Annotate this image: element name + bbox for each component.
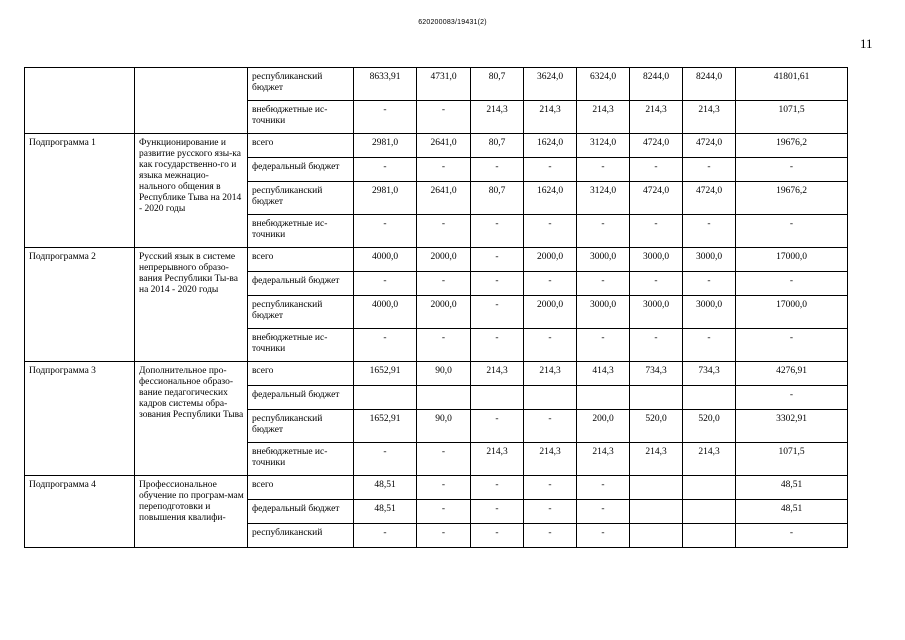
value-cell: 2000,0 (417, 296, 471, 329)
value-cell: 214,3 (524, 101, 577, 134)
value-cell: 4724,0 (630, 134, 683, 158)
value-cell: - (354, 524, 417, 548)
table-row (25, 476, 848, 500)
value-cell: 48,51 (354, 476, 417, 500)
funding-source-cell: республиканский бюджет (248, 68, 354, 101)
total-value-cell: - (736, 524, 848, 548)
value-cell: 2641,0 (417, 134, 471, 158)
total-value-cell: 1071,5 (736, 443, 848, 476)
subprogram-title-cell: Функционирование и развитие русского язы-ка как государственно-го и языка межнацио-нального общения в Республике Тыва на 2014 - 2020 годы (135, 134, 248, 248)
value-cell: 214,3 (630, 101, 683, 134)
value-cell: 1624,0 (524, 134, 577, 158)
value-cell: - (471, 272, 524, 296)
funding-source-cell: республиканский (248, 524, 354, 548)
value-cell: 6324,0 (577, 68, 630, 101)
value-cell: 3000,0 (577, 296, 630, 329)
value-cell: - (471, 329, 524, 362)
value-cell: 4724,0 (683, 182, 736, 215)
value-cell: - (630, 215, 683, 248)
value-cell: - (577, 272, 630, 296)
value-cell: - (354, 158, 417, 182)
value-cell: - (630, 329, 683, 362)
funding-source-cell: внебюджетные ис-точники (248, 101, 354, 134)
value-cell: - (471, 248, 524, 272)
value-cell: 3000,0 (577, 248, 630, 272)
value-cell: - (417, 500, 471, 524)
total-value-cell: 4276,91 (736, 362, 848, 386)
value-cell: - (471, 158, 524, 182)
value-cell: 3000,0 (683, 296, 736, 329)
budget-table (24, 67, 848, 548)
funding-source-cell: внебюджетные ис-точники (248, 215, 354, 248)
total-value-cell: - (736, 329, 848, 362)
value-cell (683, 524, 736, 548)
value-cell: - (524, 158, 577, 182)
value-cell: 8244,0 (630, 68, 683, 101)
value-cell: - (354, 272, 417, 296)
value-cell: - (577, 500, 630, 524)
value-cell (524, 386, 577, 410)
value-cell: 2981,0 (354, 134, 417, 158)
value-cell: 3124,0 (577, 182, 630, 215)
value-cell: 734,3 (630, 362, 683, 386)
value-cell (683, 386, 736, 410)
subprogram-title-cell (135, 68, 248, 134)
funding-source-cell: федеральный бюджет (248, 272, 354, 296)
value-cell: 90,0 (417, 362, 471, 386)
funding-source-cell: внебюджетные ис-точники (248, 329, 354, 362)
total-value-cell: 17000,0 (736, 296, 848, 329)
value-cell: - (354, 443, 417, 476)
value-cell: - (471, 215, 524, 248)
total-value-cell: 41801,61 (736, 68, 848, 101)
value-cell (630, 524, 683, 548)
value-cell: - (471, 410, 524, 443)
value-cell: 8633,91 (354, 68, 417, 101)
value-cell: - (417, 101, 471, 134)
value-cell: 1652,91 (354, 410, 417, 443)
value-cell: - (630, 272, 683, 296)
value-cell: 520,0 (683, 410, 736, 443)
value-cell: 80,7 (471, 182, 524, 215)
value-cell: 214,3 (577, 443, 630, 476)
value-cell: 214,3 (630, 443, 683, 476)
value-cell: 414,3 (577, 362, 630, 386)
subprogram-title-cell: Дополнительное про-фессиональное образо-вание педагогических кадров системы обра-зования Республики Тыва (135, 362, 248, 476)
value-cell (683, 476, 736, 500)
total-value-cell: 17000,0 (736, 248, 848, 272)
value-cell (471, 386, 524, 410)
value-cell: 1652,91 (354, 362, 417, 386)
value-cell: - (417, 272, 471, 296)
value-cell: 4000,0 (354, 248, 417, 272)
value-cell: - (577, 476, 630, 500)
value-cell: - (471, 476, 524, 500)
subprogram-title-cell: Русский язык в системе непрерывного образо-вания Республики Ты-ва на 2014 - 2020 годы (135, 248, 248, 362)
value-cell: 214,3 (577, 101, 630, 134)
value-cell: - (524, 329, 577, 362)
value-cell: - (417, 443, 471, 476)
value-cell: - (683, 329, 736, 362)
value-cell: 2000,0 (524, 296, 577, 329)
value-cell: 214,3 (471, 443, 524, 476)
value-cell: - (417, 476, 471, 500)
value-cell: - (417, 329, 471, 362)
total-value-cell: 48,51 (736, 476, 848, 500)
value-cell (354, 386, 417, 410)
funding-source-cell: всего (248, 134, 354, 158)
subprogram-name-cell: Подпрограмма 3 (25, 362, 135, 476)
value-cell: - (471, 524, 524, 548)
value-cell (630, 500, 683, 524)
value-cell: 48,51 (354, 500, 417, 524)
table-row (25, 248, 848, 272)
value-cell: 200,0 (577, 410, 630, 443)
value-cell: 4731,0 (417, 68, 471, 101)
value-cell: 734,3 (683, 362, 736, 386)
value-cell (683, 500, 736, 524)
value-cell: 3624,0 (524, 68, 577, 101)
funding-source-cell: республиканский бюджет (248, 296, 354, 329)
total-value-cell: 3302,91 (736, 410, 848, 443)
table-row (25, 134, 848, 158)
value-cell: - (524, 500, 577, 524)
value-cell: 90,0 (417, 410, 471, 443)
value-cell: 2981,0 (354, 182, 417, 215)
value-cell: 8244,0 (683, 68, 736, 101)
value-cell (577, 386, 630, 410)
value-cell: - (630, 158, 683, 182)
value-cell: 3000,0 (630, 248, 683, 272)
total-value-cell: - (736, 215, 848, 248)
total-value-cell: - (736, 272, 848, 296)
value-cell: - (417, 524, 471, 548)
table-row (25, 362, 848, 386)
funding-source-cell: федеральный бюджет (248, 500, 354, 524)
value-cell (630, 476, 683, 500)
value-cell: - (471, 296, 524, 329)
value-cell: 80,7 (471, 68, 524, 101)
budget-table-body (25, 68, 848, 548)
value-cell: 214,3 (524, 362, 577, 386)
total-value-cell: 19676,2 (736, 182, 848, 215)
funding-source-cell: республиканский бюджет (248, 410, 354, 443)
value-cell: 3124,0 (577, 134, 630, 158)
page-number: 11 (860, 36, 873, 51)
value-cell: - (577, 158, 630, 182)
subprogram-title-cell: Профессиональное обучение по програм-мам переподготовки и повышения квалифи- (135, 476, 248, 548)
value-cell: 1624,0 (524, 182, 577, 215)
value-cell: - (683, 272, 736, 296)
value-cell: - (577, 524, 630, 548)
funding-source-cell: внебюджетные ис-точники (248, 443, 354, 476)
funding-source-cell: всего (248, 248, 354, 272)
value-cell: - (524, 272, 577, 296)
value-cell: 2000,0 (524, 248, 577, 272)
value-cell: 214,3 (471, 101, 524, 134)
subprogram-name-cell: Подпрограмма 4 (25, 476, 135, 548)
funding-source-cell: федеральный бюджет (248, 158, 354, 182)
value-cell: - (524, 215, 577, 248)
value-cell (630, 386, 683, 410)
value-cell: 2000,0 (417, 248, 471, 272)
value-cell: 3000,0 (630, 296, 683, 329)
total-value-cell: 19676,2 (736, 134, 848, 158)
value-cell: - (524, 410, 577, 443)
value-cell: 80,7 (471, 134, 524, 158)
value-cell: - (471, 500, 524, 524)
value-cell: - (683, 158, 736, 182)
document-id: 620200083/19431(2) (418, 19, 487, 26)
value-cell: - (354, 101, 417, 134)
funding-source-cell: республиканский бюджет (248, 182, 354, 215)
value-cell: - (354, 215, 417, 248)
subprogram-name-cell: Подпрограмма 1 (25, 134, 135, 248)
value-cell: 214,3 (683, 443, 736, 476)
subprogram-name-cell (25, 68, 135, 134)
funding-source-cell: всего (248, 476, 354, 500)
total-value-cell: - (736, 386, 848, 410)
value-cell: 4724,0 (630, 182, 683, 215)
value-cell: 4724,0 (683, 134, 736, 158)
funding-source-cell: всего (248, 362, 354, 386)
total-value-cell: 1071,5 (736, 101, 848, 134)
value-cell: 214,3 (471, 362, 524, 386)
value-cell: - (524, 476, 577, 500)
value-cell: - (577, 329, 630, 362)
value-cell: - (577, 215, 630, 248)
value-cell: 2641,0 (417, 182, 471, 215)
value-cell: - (524, 524, 577, 548)
value-cell: 3000,0 (683, 248, 736, 272)
value-cell (417, 386, 471, 410)
total-value-cell: - (736, 158, 848, 182)
value-cell: 520,0 (630, 410, 683, 443)
value-cell: - (683, 215, 736, 248)
table-row (25, 68, 848, 101)
value-cell: - (354, 329, 417, 362)
value-cell: - (417, 158, 471, 182)
value-cell: 214,3 (683, 101, 736, 134)
value-cell: 214,3 (524, 443, 577, 476)
funding-source-cell: федеральный бюджет (248, 386, 354, 410)
value-cell: 4000,0 (354, 296, 417, 329)
total-value-cell: 48,51 (736, 500, 848, 524)
value-cell: - (417, 215, 471, 248)
subprogram-name-cell: Подпрограмма 2 (25, 248, 135, 362)
